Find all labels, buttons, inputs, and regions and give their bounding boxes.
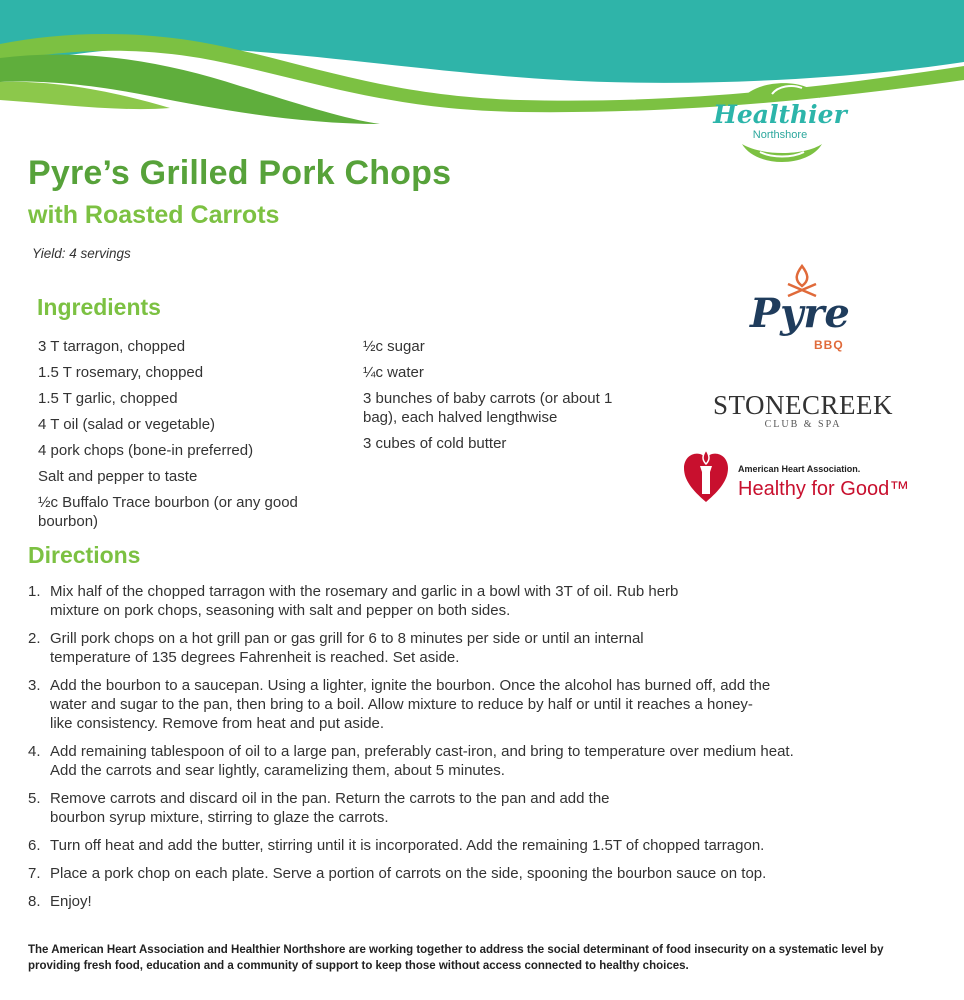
aha-healthy-for-good-logo bbox=[684, 444, 924, 506]
aha-name: American Heart Association. bbox=[738, 464, 861, 474]
pyre-word: Pyre bbox=[750, 290, 850, 337]
healthy-for-good-word: Healthy for Good™ bbox=[738, 478, 910, 500]
recipe-title: Pyre’s Grilled Pork Chops bbox=[28, 154, 452, 192]
club-spa-word: CLUB & SPA bbox=[764, 419, 842, 430]
ingredient-item: ½c sugar bbox=[363, 338, 425, 355]
ingredient-item: 3 T tarragon, chopped bbox=[38, 338, 186, 355]
direction-step bbox=[28, 789, 660, 827]
directions-list bbox=[28, 582, 888, 920]
ingredients-heading: Ingredients bbox=[37, 294, 161, 320]
direction-step bbox=[28, 892, 888, 911]
pyre-bbq-logo bbox=[746, 264, 856, 360]
step-text: Enjoy! bbox=[50, 893, 92, 910]
ingredient-item: Salt and pepper to taste bbox=[38, 468, 198, 485]
step-text: Add the bourbon to a saucepan. Using a lighter, ignite the bourbon. Once the alcohol has burned off, add the water and sugar to the pan, then bring to a boil. Allow mixture to reduce by half or until it reaches a honey-like consistency. Remove from heat and put aside. bbox=[50, 677, 771, 732]
step-number: 2. bbox=[28, 630, 41, 647]
directions-heading: Directions bbox=[28, 542, 141, 568]
ingredient-item: ¼c water bbox=[363, 364, 424, 381]
ingredient-item: 1.5 T garlic, chopped bbox=[38, 390, 178, 407]
ingredients-column-2 bbox=[363, 337, 648, 460]
direction-step bbox=[28, 836, 920, 855]
ingredient-item: 4 pork chops (bone-in preferred) bbox=[38, 442, 254, 459]
direction-step bbox=[28, 864, 920, 883]
healthier-word: Healthier bbox=[713, 100, 847, 129]
northshore-word: Northshore bbox=[752, 129, 808, 141]
footer-note: The American Heart Association and Healthier Northshore are working together to address the social determinant of food insecurity on a systematic level by providing fresh food, education and a community of support to keep those without access connected to healthy choices. bbox=[28, 944, 884, 972]
step-number: 7. bbox=[28, 865, 41, 882]
direction-step bbox=[28, 676, 775, 733]
direction-step bbox=[28, 742, 795, 780]
step-number: 3. bbox=[28, 677, 41, 694]
step-text: Grill pork chops on a hot grill pan or gas grill for 6 to 8 minutes per side or until an internal temperature of 135 degrees Fahrenheit is reached. Set aside. bbox=[50, 630, 644, 666]
step-text: Remove carrots and discard oil in the pan. Return the carrots to the pan and add the bourbon syrup mixture, stirring to glaze the carrots. bbox=[50, 790, 610, 826]
recipe-yield: Yield: 4 servings bbox=[32, 246, 131, 261]
step-text: Turn off heat and add the butter, stirring until it is incorporated. Add the remaining 1.5T of chopped tarragon. bbox=[50, 837, 765, 854]
step-number: 5. bbox=[28, 790, 41, 807]
pyre-bbq-word: BBQ bbox=[814, 338, 844, 352]
recipe-subtitle: with Roasted Carrots bbox=[28, 201, 280, 229]
heart-torch-icon bbox=[684, 446, 728, 504]
step-text: Add remaining tablespoon of oil to a large pan, preferably cast-iron, and bring to temperature over medium heat. Add the carrots and sear lightly, caramelizing them, about 5 minutes. bbox=[50, 743, 794, 779]
ingredients-column-1 bbox=[38, 337, 338, 538]
ingredient-item: 1.5 T rosemary, chopped bbox=[38, 364, 204, 381]
direction-step bbox=[28, 629, 700, 667]
step-text: Place a pork chop on each plate. Serve a portion of carrots on the side, spooning the bourbon sauce on top. bbox=[50, 865, 767, 882]
ingredient-item: 3 bunches of baby carrots (or about 1 bag), each halved lengthwise bbox=[363, 390, 613, 426]
ingredient-item: ½c Buffalo Trace bourbon (or any good bourbon) bbox=[38, 494, 298, 530]
step-number: 6. bbox=[28, 837, 41, 854]
stonecreek-word: STONECREEK bbox=[712, 390, 893, 420]
step-number: 1. bbox=[28, 583, 41, 600]
step-number: 4. bbox=[28, 743, 41, 760]
ingredient-item: 4 T oil (salad or vegetable) bbox=[38, 416, 216, 433]
step-number: 8. bbox=[28, 893, 41, 910]
stonecreek-logo bbox=[708, 390, 898, 436]
step-text: Mix half of the chopped tarragon with the rosemary and garlic in a bowl with 3T of oil. Rub herb mixture on pork chops, seasoning with salt and pepper on both sides. bbox=[50, 583, 679, 619]
direction-step bbox=[28, 582, 730, 620]
healthier-northshore-logo bbox=[712, 74, 852, 170]
ingredient-item: 3 cubes of cold butter bbox=[363, 435, 507, 452]
